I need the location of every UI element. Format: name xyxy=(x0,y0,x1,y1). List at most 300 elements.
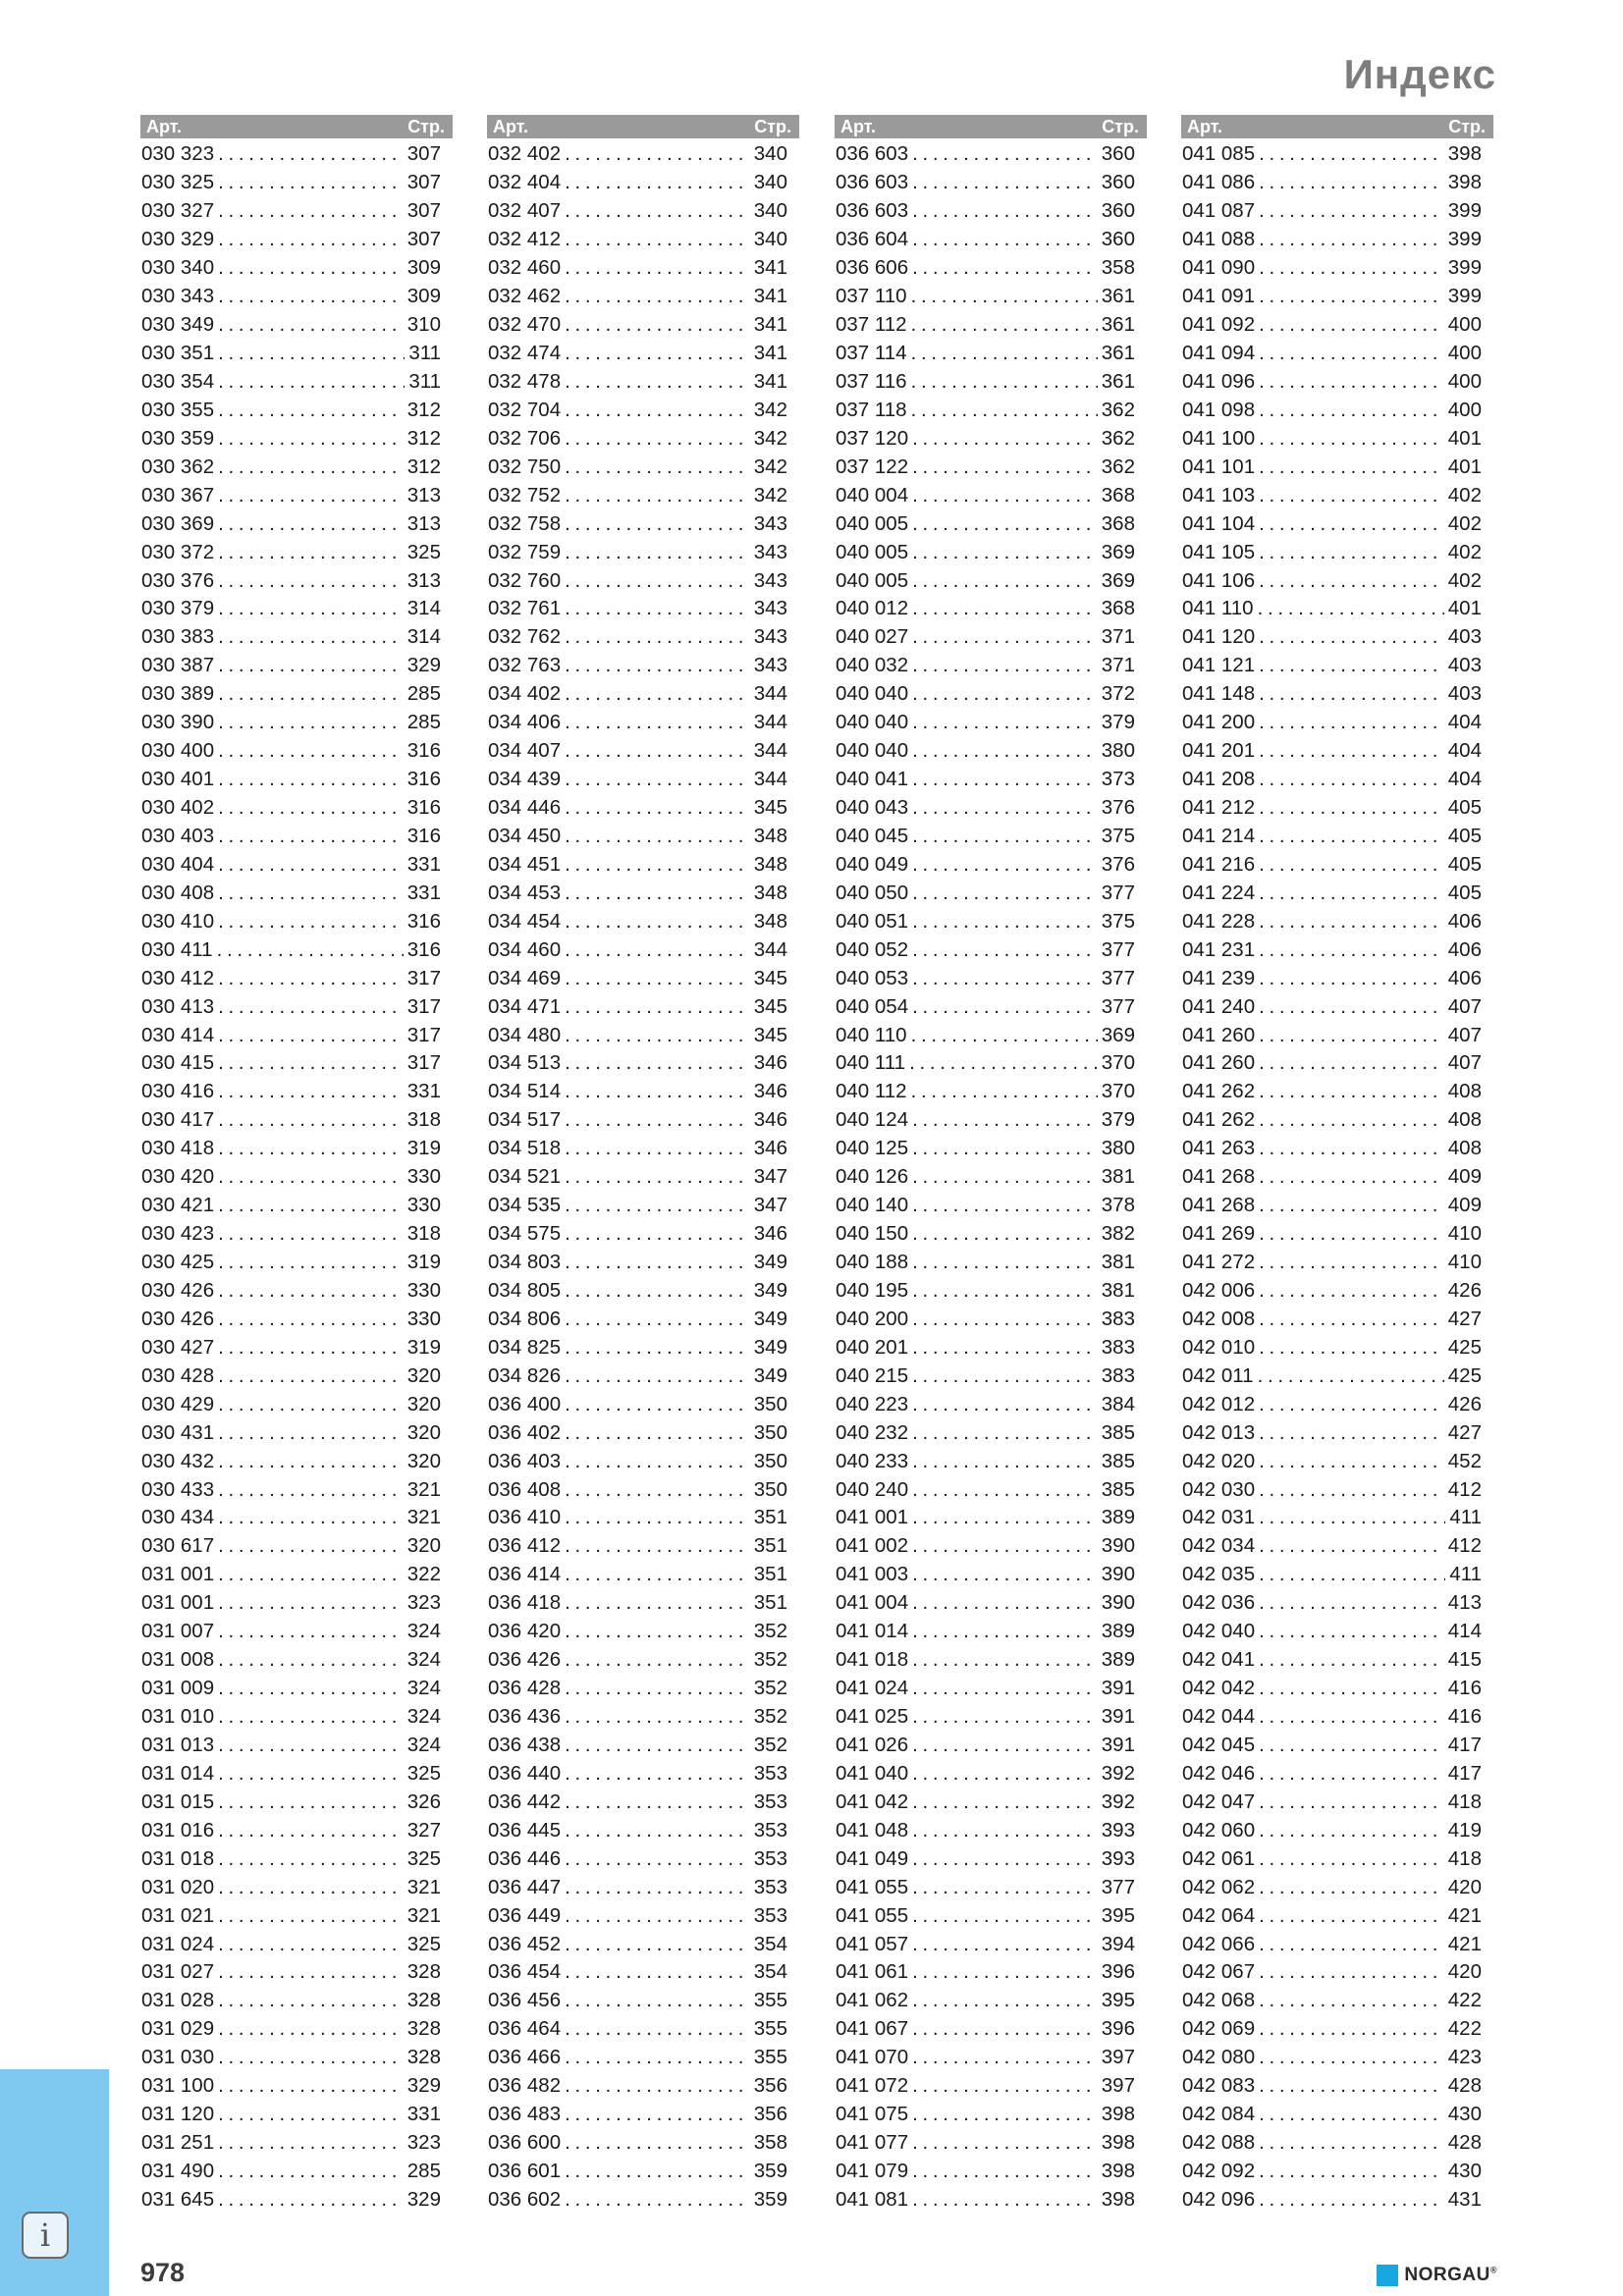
article-number: 042 040 xyxy=(1182,1620,1256,1643)
index-entry xyxy=(1181,396,1493,424)
page-reference: 428 xyxy=(1447,2074,1482,2098)
dot-leader xyxy=(561,199,750,223)
index-entry xyxy=(487,1816,799,1844)
article-number: 042 069 xyxy=(1182,2017,1256,2041)
dot-leader xyxy=(1255,1790,1444,1814)
dot-leader xyxy=(908,541,1098,564)
index-entry xyxy=(835,964,1147,992)
index-rows xyxy=(140,140,453,2214)
page-reference: 340 xyxy=(753,228,787,251)
article-number: 034 535 xyxy=(488,1194,562,1217)
dot-leader xyxy=(908,2017,1098,2041)
article-number: 042 030 xyxy=(1182,1477,1256,1501)
dot-leader xyxy=(908,654,1098,677)
index-entry xyxy=(1181,1447,1493,1475)
page-reference: 346 xyxy=(753,1080,787,1103)
page-reference: 345 xyxy=(753,966,787,989)
dot-leader xyxy=(214,1876,404,1899)
page-reference: 385 xyxy=(1101,1477,1135,1501)
article-number: 037 116 xyxy=(836,369,907,393)
article-number: 032 474 xyxy=(488,342,562,365)
dot-leader xyxy=(214,2017,404,2041)
page-reference: 343 xyxy=(753,625,787,649)
dot-leader xyxy=(561,2103,750,2126)
article-number: 042 062 xyxy=(1182,1875,1256,1898)
article-number: 031 029 xyxy=(141,2017,215,2041)
page-reference: 420 xyxy=(1447,1875,1482,1898)
dot-leader xyxy=(214,1847,404,1871)
article-number: 041 231 xyxy=(1182,937,1256,961)
article-number: 030 410 xyxy=(141,909,215,933)
index-entry xyxy=(1181,1106,1493,1135)
page-reference: 405 xyxy=(1447,824,1482,847)
dot-leader xyxy=(561,2017,750,2041)
brand-square-icon xyxy=(1377,2265,1398,2286)
dot-leader xyxy=(908,682,1098,706)
article-number: 034 514 xyxy=(488,1080,562,1103)
page-reference: 348 xyxy=(753,824,787,847)
article-number: 034 803 xyxy=(488,1251,562,1274)
page-reference: 421 xyxy=(1447,1932,1482,1955)
article-number: 041 014 xyxy=(836,1620,909,1643)
dot-leader xyxy=(908,1989,1098,2012)
dot-leader xyxy=(214,1960,404,1984)
page-reference: 404 xyxy=(1447,739,1482,763)
article-number: 030 327 xyxy=(141,199,215,223)
article-number: 040 052 xyxy=(836,937,909,961)
index-entry xyxy=(1181,595,1493,623)
index-entry xyxy=(487,766,799,794)
index-entry xyxy=(140,1106,453,1135)
article-number: 040 004 xyxy=(836,483,909,507)
page-reference: 323 xyxy=(406,1591,441,1615)
article-number: 030 369 xyxy=(141,511,215,535)
index-entry xyxy=(1181,1788,1493,1816)
index-entry xyxy=(1181,680,1493,709)
article-number: 030 376 xyxy=(141,568,215,592)
index-rows xyxy=(1181,140,1493,2214)
page-reference: 307 xyxy=(406,171,441,194)
page-reference: 413 xyxy=(1447,1591,1482,1615)
index-entry xyxy=(1181,2044,1493,2072)
dot-leader xyxy=(1255,768,1444,791)
article-number: 030 426 xyxy=(141,1278,215,1302)
page-reference: 325 xyxy=(406,1846,441,1870)
dot-leader xyxy=(561,313,750,337)
dot-leader xyxy=(214,171,404,194)
dot-leader xyxy=(561,938,750,962)
page-reference: 322 xyxy=(406,1563,441,1586)
article-number: 042 013 xyxy=(1182,1420,1256,1444)
dot-leader xyxy=(561,1734,750,1757)
article-number: 036 456 xyxy=(488,1989,562,2012)
page-reference: 351 xyxy=(753,1563,787,1586)
page-reference: 400 xyxy=(1447,398,1482,421)
article-number: 041 239 xyxy=(1182,966,1256,989)
article-number: 030 340 xyxy=(141,256,215,280)
dot-leader xyxy=(908,1222,1098,1246)
index-entry xyxy=(140,1249,453,1277)
index-entry xyxy=(835,283,1147,311)
article-number: 030 421 xyxy=(141,1194,215,1217)
article-number: 031 018 xyxy=(141,1846,215,1870)
page-reference: 316 xyxy=(406,824,441,847)
dot-leader xyxy=(908,1847,1098,1871)
dot-leader xyxy=(908,796,1098,820)
article-number: 031 251 xyxy=(141,2131,215,2155)
index-entry xyxy=(487,1589,799,1618)
article-number: 041 086 xyxy=(1182,171,1256,194)
index-entry xyxy=(487,1618,799,1646)
dot-leader xyxy=(908,2046,1098,2069)
article-number: 042 020 xyxy=(1182,1449,1256,1472)
page-reference: 392 xyxy=(1101,1761,1135,1785)
index-entry xyxy=(835,709,1147,737)
page-reference: 391 xyxy=(1101,1677,1135,1700)
index-entry xyxy=(1181,254,1493,283)
dot-leader xyxy=(561,654,750,677)
article-number: 037 120 xyxy=(836,426,909,450)
index-entry xyxy=(487,2129,799,2158)
dot-leader xyxy=(1255,1648,1444,1672)
page-reference: 343 xyxy=(753,568,787,592)
dot-leader xyxy=(214,796,404,820)
page-reference: 320 xyxy=(406,1420,441,1444)
dot-leader xyxy=(1255,1165,1444,1189)
index-entry xyxy=(487,453,799,481)
index-entry xyxy=(140,226,453,254)
index-entry xyxy=(835,794,1147,823)
dot-leader xyxy=(561,910,750,934)
index-entry xyxy=(835,1561,1147,1589)
dot-leader xyxy=(908,995,1098,1019)
index-entry xyxy=(1181,1532,1493,1561)
article-number: 042 046 xyxy=(1182,1761,1256,1785)
index-entry xyxy=(1181,1901,1493,1930)
article-number: 032 763 xyxy=(488,654,562,677)
page-reference: 383 xyxy=(1101,1363,1135,1387)
index-entry xyxy=(835,1475,1147,1504)
page-header-label: Стр. xyxy=(1448,116,1486,136)
dot-leader xyxy=(908,1677,1098,1700)
dot-leader xyxy=(561,2046,750,2069)
index-entry xyxy=(487,1362,799,1390)
index-entry xyxy=(835,2015,1147,2044)
page-reference: 330 xyxy=(406,1194,441,1217)
art-header-label: Арт. xyxy=(1187,116,1222,136)
dot-leader xyxy=(1254,1364,1444,1388)
article-number: 031 030 xyxy=(141,2046,215,2069)
page-reference: 395 xyxy=(1101,1989,1135,2012)
index-entry xyxy=(140,1333,453,1362)
index-entry xyxy=(1181,140,1493,169)
article-number: 032 706 xyxy=(488,426,562,450)
dot-leader xyxy=(1255,569,1444,593)
index-entry xyxy=(140,481,453,509)
article-number: 041 101 xyxy=(1182,454,1256,478)
index-entry xyxy=(487,396,799,424)
index-entry xyxy=(140,1703,453,1732)
dot-leader xyxy=(907,1024,1098,1047)
page-reference: 353 xyxy=(753,1761,787,1785)
index-entry xyxy=(140,2186,453,2215)
article-number: 030 367 xyxy=(141,483,215,507)
article-number: 034 517 xyxy=(488,1108,562,1132)
article-number: 042 044 xyxy=(1182,1705,1256,1729)
page-reference: 329 xyxy=(406,2187,441,2211)
index-entry xyxy=(1181,1703,1493,1732)
article-number: 041 269 xyxy=(1182,1222,1256,1246)
index-entry xyxy=(487,566,799,595)
index-entry xyxy=(487,1958,799,1987)
dot-leader xyxy=(214,484,404,507)
dot-leader xyxy=(561,995,750,1019)
page-reference: 398 xyxy=(1101,2187,1135,2211)
dot-leader xyxy=(908,2103,1098,2126)
page-reference: 398 xyxy=(1447,171,1482,194)
article-number: 036 601 xyxy=(488,2160,562,2183)
index-entry xyxy=(487,879,799,907)
index-column-3 xyxy=(835,115,1147,2214)
page-reference: 359 xyxy=(753,2160,787,2183)
index-entry xyxy=(835,254,1147,283)
dot-leader xyxy=(908,2188,1098,2212)
index-entry xyxy=(487,1788,799,1816)
dot-leader xyxy=(214,2188,404,2212)
index-entry xyxy=(487,226,799,254)
dot-leader xyxy=(214,1251,404,1274)
index-entry xyxy=(835,1106,1147,1135)
dot-leader xyxy=(214,1080,404,1103)
index-entry xyxy=(835,1305,1147,1333)
page-reference: 320 xyxy=(406,1363,441,1387)
article-number: 030 423 xyxy=(141,1222,215,1246)
article-number: 040 040 xyxy=(836,682,909,706)
article-number: 040 112 xyxy=(836,1080,907,1103)
article-number: 030 403 xyxy=(141,824,215,847)
page-header-label: Стр. xyxy=(1102,116,1139,136)
dot-leader xyxy=(1255,1876,1444,1899)
dot-leader xyxy=(1255,1393,1444,1416)
page-reference: 358 xyxy=(753,2131,787,2155)
article-number: 030 351 xyxy=(141,342,215,365)
article-number: 042 088 xyxy=(1182,2131,1256,2155)
index-entry xyxy=(487,1305,799,1333)
dot-leader xyxy=(1255,1108,1444,1132)
dot-leader xyxy=(561,370,750,394)
page-reference: 341 xyxy=(753,256,787,280)
dot-leader xyxy=(908,171,1098,194)
page-reference: 345 xyxy=(753,994,787,1018)
dot-leader xyxy=(908,625,1098,649)
dot-leader xyxy=(214,1194,404,1217)
page-reference: 384 xyxy=(1101,1392,1135,1415)
index-entry xyxy=(140,964,453,992)
dot-leader xyxy=(561,1165,750,1189)
article-number: 042 011 xyxy=(1182,1363,1254,1387)
dot-leader xyxy=(1255,256,1444,280)
article-number: 040 040 xyxy=(836,711,909,734)
index-entry xyxy=(487,1475,799,1504)
article-number: 036 408 xyxy=(488,1477,562,1501)
dot-leader xyxy=(1255,2046,1444,2069)
dot-leader xyxy=(214,967,404,990)
article-number: 041 262 xyxy=(1182,1080,1256,1103)
article-number: 030 343 xyxy=(141,285,215,308)
art-header-label: Арт. xyxy=(493,116,528,136)
article-number: 031 020 xyxy=(141,1875,215,1898)
article-number: 042 096 xyxy=(1182,2187,1256,2211)
index-entry xyxy=(487,254,799,283)
article-number: 040 232 xyxy=(836,1420,909,1444)
dot-leader xyxy=(214,2160,404,2183)
article-number: 031 015 xyxy=(141,1789,215,1813)
dot-leader xyxy=(908,967,1098,990)
page-reference: 396 xyxy=(1101,1960,1135,1984)
article-number: 041 201 xyxy=(1182,739,1256,763)
index-entry xyxy=(835,538,1147,566)
dot-leader xyxy=(1255,1819,1444,1842)
dot-leader xyxy=(1255,142,1444,166)
dot-leader xyxy=(214,1762,404,1786)
page-reference: 392 xyxy=(1101,1789,1135,1813)
article-number: 041 110 xyxy=(1182,597,1254,620)
dot-leader xyxy=(1255,1478,1444,1502)
index-entry xyxy=(140,1788,453,1816)
index-entry xyxy=(487,652,799,680)
page-reference: 347 xyxy=(753,1194,787,1217)
index-entry xyxy=(1181,1759,1493,1788)
page-reference: 343 xyxy=(753,540,787,563)
dot-leader xyxy=(908,2131,1098,2155)
dot-leader xyxy=(561,1762,750,1786)
index-entry xyxy=(835,2072,1147,2101)
page-reference: 381 xyxy=(1101,1165,1135,1189)
index-entry xyxy=(1181,1135,1493,1163)
dot-leader xyxy=(214,995,404,1019)
article-number: 034 460 xyxy=(488,937,562,961)
art-header-label: Арт. xyxy=(146,116,182,136)
article-number: 030 383 xyxy=(141,625,215,649)
dot-leader xyxy=(561,739,750,763)
dot-leader xyxy=(1255,853,1444,877)
article-number: 040 012 xyxy=(836,597,909,620)
page-reference: 405 xyxy=(1447,796,1482,820)
article-number: 040 195 xyxy=(836,1278,909,1302)
dot-leader xyxy=(908,853,1098,877)
dot-leader xyxy=(1255,967,1444,990)
dot-leader xyxy=(908,484,1098,507)
article-number: 041 120 xyxy=(1182,625,1256,649)
page-reference: 397 xyxy=(1101,2046,1135,2069)
dot-leader xyxy=(561,1194,750,1217)
dot-leader xyxy=(214,1904,404,1928)
article-number: 036 445 xyxy=(488,1818,562,1842)
index-entry xyxy=(140,140,453,169)
page-reference: 321 xyxy=(406,1903,441,1927)
page-reference: 402 xyxy=(1447,483,1482,507)
index-entry xyxy=(835,1333,1147,1362)
page-reference: 341 xyxy=(753,369,787,393)
article-number: 030 408 xyxy=(141,881,215,904)
article-number: 036 402 xyxy=(488,1420,562,1444)
article-number: 030 354 xyxy=(141,369,215,393)
page-reference: 370 xyxy=(1101,1051,1135,1075)
article-number: 037 114 xyxy=(836,342,907,365)
index-entry xyxy=(835,992,1147,1021)
page-reference: 331 xyxy=(406,2103,441,2126)
page-reference: 371 xyxy=(1101,625,1135,649)
dot-leader xyxy=(908,597,1098,620)
dot-leader xyxy=(561,1960,750,1984)
page-reference: 348 xyxy=(753,852,787,876)
dot-leader xyxy=(561,881,750,905)
article-number: 030 431 xyxy=(141,1420,215,1444)
dot-leader xyxy=(561,768,750,791)
dot-leader xyxy=(214,825,404,848)
dot-leader xyxy=(561,1364,750,1388)
index-entry xyxy=(140,1561,453,1589)
page-reference: 400 xyxy=(1447,313,1482,337)
article-number: 030 355 xyxy=(141,398,215,421)
index-entry xyxy=(835,737,1147,766)
dot-leader xyxy=(1255,313,1444,337)
dot-leader xyxy=(1255,711,1444,734)
page-reference: 393 xyxy=(1101,1818,1135,1842)
page-reference: 412 xyxy=(1447,1534,1482,1558)
article-number: 041 224 xyxy=(1182,881,1256,904)
page-reference: 360 xyxy=(1101,171,1135,194)
page-reference: 355 xyxy=(753,2046,787,2069)
index-entry xyxy=(835,226,1147,254)
index-column-2 xyxy=(487,115,799,2214)
dot-leader xyxy=(908,1137,1098,1160)
dot-leader xyxy=(561,142,750,166)
article-number: 042 006 xyxy=(1182,1278,1256,1302)
article-number: 037 110 xyxy=(836,285,907,308)
index-entry xyxy=(140,1987,453,2015)
article-number: 042 084 xyxy=(1182,2103,1256,2126)
dot-leader xyxy=(1255,1336,1444,1360)
index-entry xyxy=(140,2015,453,2044)
article-number: 040 233 xyxy=(836,1449,909,1472)
dot-leader xyxy=(1255,1051,1444,1075)
dot-leader xyxy=(561,1506,750,1529)
index-entry xyxy=(1181,424,1493,453)
page-reference: 344 xyxy=(753,682,787,706)
article-number: 036 447 xyxy=(488,1875,562,1898)
article-number: 034 806 xyxy=(488,1307,562,1330)
index-entry xyxy=(487,283,799,311)
page-reference: 349 xyxy=(753,1278,787,1302)
article-number: 036 606 xyxy=(836,256,909,280)
page-reference: 359 xyxy=(753,2187,787,2211)
dot-leader xyxy=(561,1137,750,1160)
index-entry xyxy=(835,1930,1147,1958)
page-header-label: Стр. xyxy=(754,116,791,136)
article-number: 041 103 xyxy=(1182,483,1256,507)
index-entry xyxy=(835,453,1147,481)
article-number: 036 412 xyxy=(488,1534,562,1558)
dot-leader xyxy=(907,1080,1098,1103)
dot-leader xyxy=(214,1563,404,1586)
dot-leader xyxy=(908,938,1098,962)
dot-leader xyxy=(214,1478,404,1502)
index-entry xyxy=(487,2158,799,2186)
page-reference: 341 xyxy=(753,342,787,365)
index-entry xyxy=(487,1163,799,1192)
article-number: 036 403 xyxy=(488,1449,562,1472)
